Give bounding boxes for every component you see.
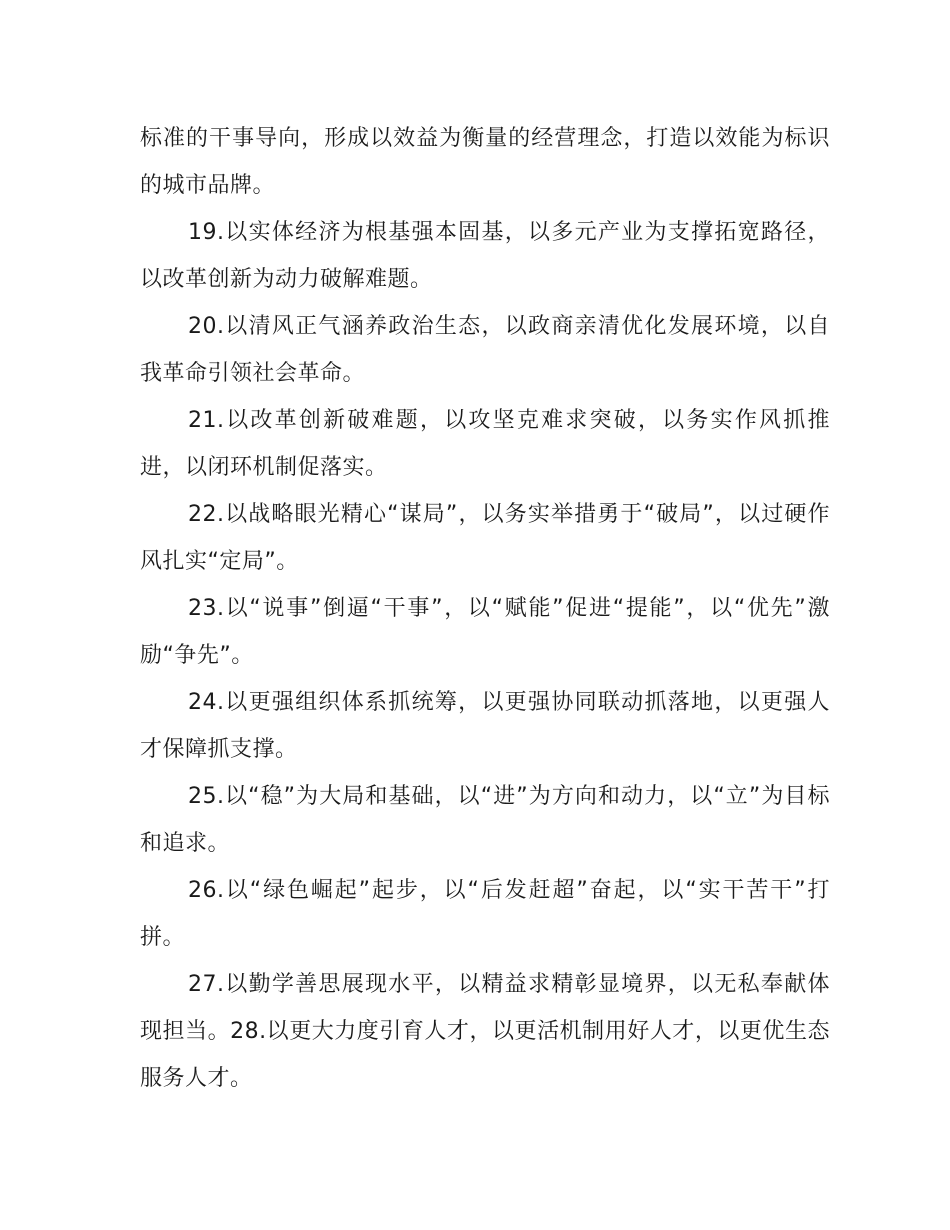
paragraph-item-23: 23.以“说事”倒逼“干事”，以“赋能”促进“提能”，以“优先”激励“争先”。 — [140, 596, 830, 668]
paragraph-item-21: 21.以改革创新破难题，以攻坚克难求突破，以务实作风抓推进，以闭环机制促落实。 — [140, 408, 830, 480]
paragraph-item-27-28: 27.以勤学善思展现水平，以精益求精彰显境界，以无私奉献体现担当。28.以更大力度引育人才，以更活机制用好人才，以更优生态服务人才。 — [140, 972, 830, 1091]
document-body — [140, 115, 830, 1102]
paragraph-item-20: 20.以清风正气涵养政治生态，以政商亲清优化发展环境，以自我革命引领社会革命。 — [140, 314, 830, 386]
paragraph-item-19: 19.以实体经济为根基强本固基，以多元产业为支撑拓宽路径，以改革创新为动力破解难题。 — [140, 220, 830, 292]
paragraph-item-24: 24.以更强组织体系抓统筹，以更强协同联动抓落地，以更强人才保障抓支撑。 — [140, 690, 830, 762]
paragraph-item-22: 22.以战略眼光精心“谋局”，以务实举措勇于“破局”，以过硬作风扎实“定局”。 — [140, 502, 830, 574]
paragraph-continuation: 标准的干事导向，形成以效益为衡量的经营理念，打造以效能为标识的城市品牌。 — [140, 126, 830, 198]
paragraph-item-25: 25.以“稳”为大局和基础，以“进”为方向和动力，以“立”为目标和追求。 — [140, 784, 830, 856]
paragraph-item-26: 26.以“绿色崛起”起步，以“后发赶超”奋起，以“实干苦干”打拼。 — [140, 878, 830, 950]
